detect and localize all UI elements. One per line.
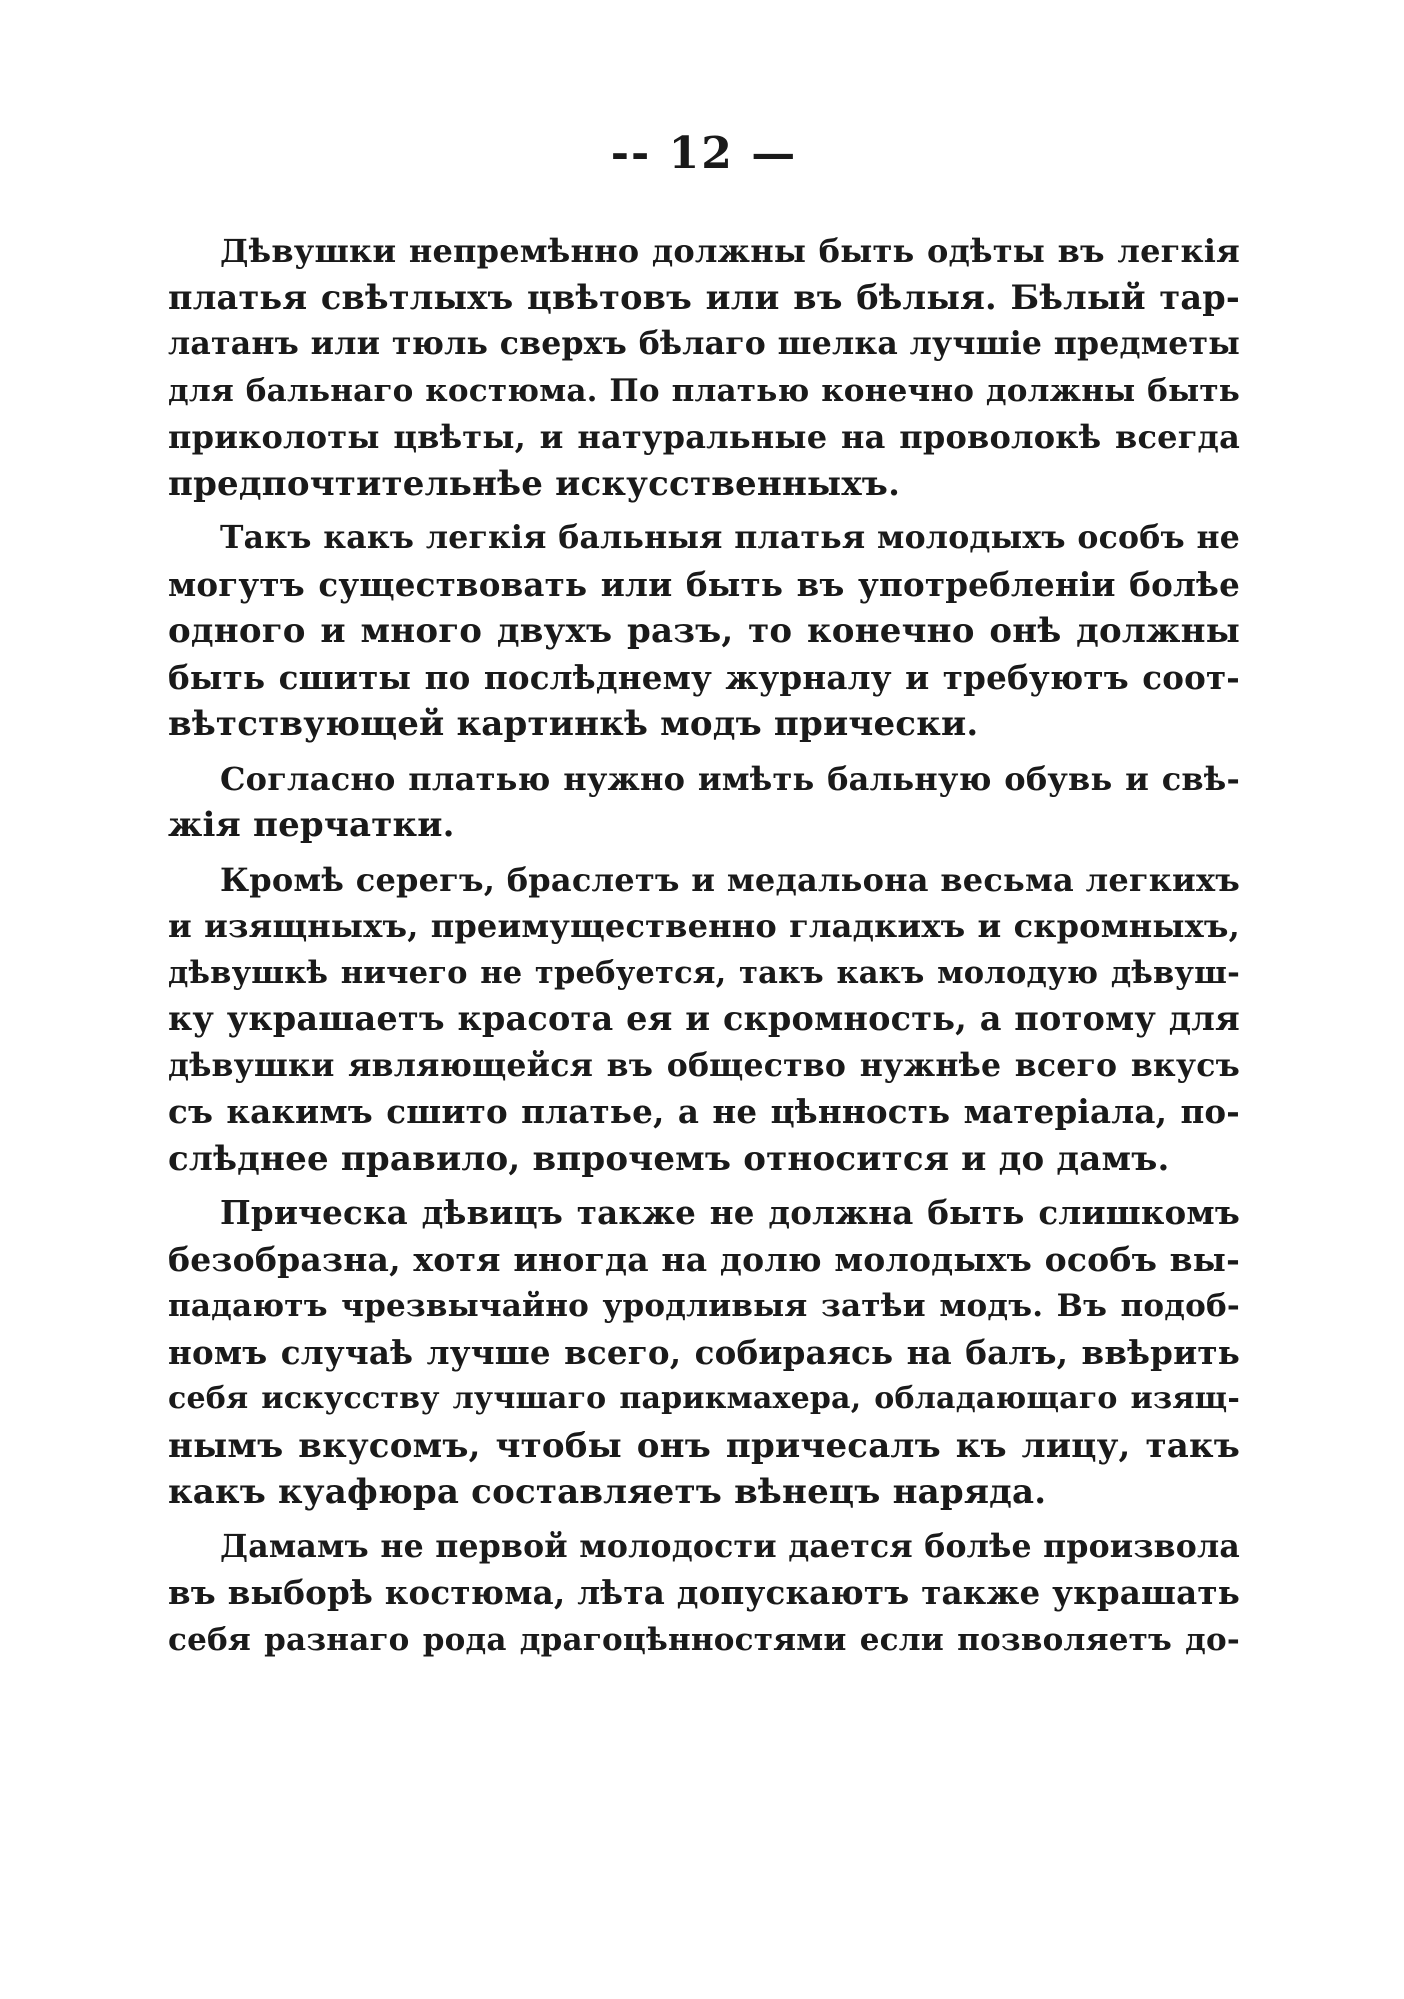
text-line: номъ случаѣ лучше всего, собираясь на балъ, ввѣрить [168,1332,1240,1372]
text-line: слѣднее правило, впрочемъ относится и до дамъ. [168,1138,1170,1179]
text-line: какъ куафюра составляетъ вѣнецъ наряда. [168,1472,1047,1512]
paragraph [168,515,1240,748]
text-line: Согласно платью нужно имѣть бальную обувь и свѣ- [220,759,1240,798]
paragraph [168,857,1240,1183]
text-line: латанъ или тюль сверхъ бѣлаго шелка лучшіе предметы [168,325,1240,362]
paragraph-gap [168,748,1240,756]
body-text [168,228,1240,1663]
paragraph [168,756,1240,849]
text-line: Кромѣ серегъ, браслетъ и медальона весьма легкихъ [220,860,1240,899]
text-line: жія перчатки. [168,805,455,845]
text-line: для бальнаго костюма. По платью конечно должны быть [168,372,1240,409]
page-number: -- 12 — [610,128,798,179]
text-line: Прическа дѣвицъ также не должна быть слишкомъ [220,1193,1240,1232]
text-line: Такъ какъ легкія бальныя платья молодыхъ особъ не [220,519,1240,556]
text-line: себя разнаго рода драгоцѣнностями если позволяетъ до- [168,1621,1240,1658]
text-line: нымъ вкусомъ, чтобы онъ причесалъ къ лицу, такъ [168,1425,1240,1466]
paragraph-gap [168,1182,1240,1190]
paragraph-gap [168,849,1240,857]
text-line: вѣтствующей картинкѣ модъ прически. [168,704,979,744]
paragraph [168,1190,1240,1516]
text-line: себя искусству лучшаго парикмахера, обладающаго изящ- [168,1381,1240,1416]
text-line: безобразна, хотя иногда на долю молодыхъ особъ вы- [168,1239,1240,1279]
text-line: Дѣвушки непремѣнно должны быть одѣты въ легкія [220,232,1240,270]
text-line: быть сшиты по послѣднему журналу и требуютъ соот- [168,657,1240,697]
text-line: падаютъ чрезвычайно уродливыя затѣи модъ. Въ подоб- [168,1288,1240,1324]
text-line: и изящныхъ, преимущественно гладкихъ и скромныхъ, [168,907,1240,945]
paragraph [168,1524,1240,1664]
text-line: дѣвушки являющейся въ общество нужнѣе всего вкусъ [168,1046,1240,1084]
paragraph-gap [168,507,1240,515]
text-line: съ какимъ сшито платье, а не цѣнность матеріала, по- [168,1092,1240,1131]
paragraph-gap [168,1516,1240,1524]
text-line: дѣвушкѣ ничего не требуется, такъ какъ молодую дѣвуш- [168,954,1240,991]
text-line: могутъ существовать или быть въ употребленіи болѣе [168,564,1240,604]
text-line: Дамамъ не первой молодости дается болѣе произвола [220,1527,1240,1565]
text-line: приколоты цвѣты, и натуральные на проволокѣ всегда [168,418,1240,456]
text-line: въ выборѣ костюма, лѣта допускаютъ также украшать [168,1573,1240,1612]
text-line: платья свѣтлыхъ цвѣтовъ или въ бѣлыя. Бѣлый тар- [168,277,1240,317]
text-line: ку украшаетъ красота ея и скромность, а потому для [168,999,1240,1038]
paragraph [168,228,1240,507]
text-line: одного и много двухъ разъ, то конечно онѣ должны [168,611,1240,651]
text-line: предпочтительнѣе искусственныхъ. [168,463,901,504]
